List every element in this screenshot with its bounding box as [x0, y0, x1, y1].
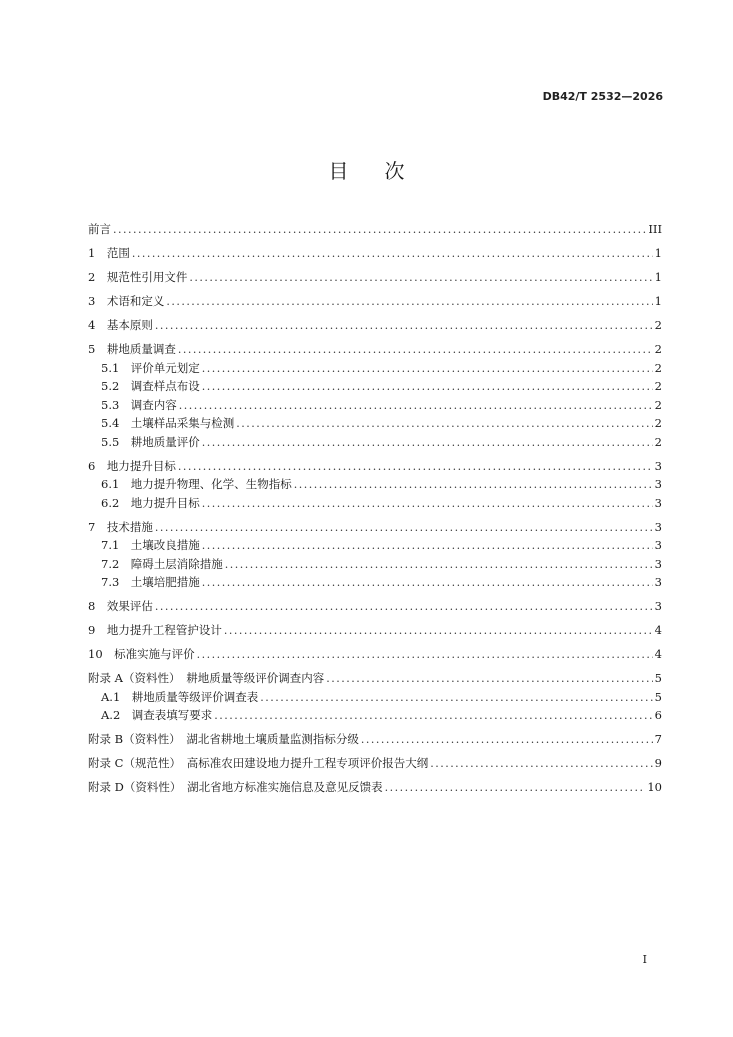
toc-leader-dots: [202, 436, 653, 449]
toc-entry-label: 9 地力提升工程管护设计: [88, 623, 222, 637]
toc-subentry[interactable]: [88, 476, 662, 495]
toc-entry-page: 2: [654, 397, 662, 412]
toc-entry-label: 前言: [88, 222, 111, 236]
toc-title: 目次: [328, 159, 441, 183]
toc-leader-dots: [202, 539, 653, 552]
toc-leader-dots: [361, 733, 653, 746]
toc-entry-page: 2: [654, 379, 662, 393]
toc-entry-page: 2: [654, 360, 662, 375]
toc-entry-label: 5.1 评价单元划定: [101, 360, 200, 375]
toc-leader-dots: [189, 271, 652, 284]
toc-entry-label: 5.3 调查内容: [101, 397, 177, 412]
toc-entry[interactable]: [88, 646, 662, 665]
toc-leader-dots: [155, 600, 653, 613]
toc-leader-dots: [179, 399, 653, 412]
toc-subentry[interactable]: [88, 707, 662, 726]
toc-entry-label: 附录 D（资料性） 湖北省地方标准实施信息及意见反馈表: [88, 780, 383, 794]
toc-entry-page: 1: [654, 246, 662, 260]
toc-entry-page: 3: [654, 538, 662, 552]
toc-entry-label: 7.2 障碍土层消除措施: [101, 556, 223, 571]
toc-entry-page: 9: [654, 756, 662, 770]
toc-entry-label: 8 效果评估: [88, 599, 153, 613]
toc-leader-dots: [202, 576, 653, 589]
toc-entry-page: 5: [654, 689, 662, 704]
toc-leader-dots: [236, 417, 652, 430]
toc-leader-dots: [326, 672, 652, 685]
toc-subentry[interactable]: [88, 495, 662, 514]
toc-entry[interactable]: [88, 245, 662, 264]
toc-entry[interactable]: [88, 221, 662, 240]
toc-subentry[interactable]: [88, 415, 662, 434]
toc-entry-page: 2: [654, 318, 662, 332]
toc-leader-dots: [155, 319, 653, 332]
toc-subentry[interactable]: [88, 360, 662, 379]
toc-subentry[interactable]: [88, 689, 662, 708]
toc-entry[interactable]: [88, 670, 662, 689]
toc-entry-label: 3 术语和定义: [88, 294, 165, 308]
toc-entry-page: 7: [654, 732, 662, 746]
toc-entry-label: 6.2 地力提升目标: [101, 495, 200, 510]
toc-leader-dots: [294, 478, 653, 491]
toc-entry-page: 2: [654, 434, 662, 449]
table-of-contents: [88, 221, 662, 798]
toc-leader-dots: [197, 648, 653, 661]
toc-entry-page: 4: [654, 647, 662, 661]
toc-entry-page: 3: [654, 556, 662, 571]
toc-entry[interactable]: [88, 731, 662, 750]
toc-entry-page: 3: [654, 599, 662, 613]
toc-entry-page: 3: [654, 458, 662, 473]
toc-entry-label: 附录 C（规范性） 高标准农田建设地力提升工程专项评价报告大纲: [88, 756, 429, 770]
toc-entry-label: 10 标准实施与评价: [88, 647, 195, 661]
toc-subentry[interactable]: [88, 378, 662, 397]
toc-entry[interactable]: [88, 458, 662, 477]
toc-leader-dots: [166, 295, 652, 308]
toc-entry-page: 5: [654, 671, 662, 685]
toc-subentry[interactable]: [88, 556, 662, 575]
toc-subentry[interactable]: [88, 434, 662, 453]
toc-entry-page: 3: [654, 575, 662, 589]
toc-entry[interactable]: [88, 293, 662, 312]
toc-entry-label: 5.5 耕地质量评价: [101, 434, 200, 449]
toc-entry-label: 4 基本原则: [88, 318, 153, 332]
toc-entry-label: 附录 B（资料性） 湖北省耕地土壤质量监测指标分级: [88, 732, 359, 746]
toc-entry-label: A.1 耕地质量等级评价调查表: [101, 689, 259, 704]
toc-leader-dots: [214, 709, 652, 722]
toc-leader-dots: [202, 380, 653, 393]
toc-entry-page: 3: [654, 477, 662, 491]
toc-entry-page: 1: [654, 294, 662, 308]
toc-entry-page: 1: [654, 270, 662, 284]
toc-entry-label: A.2 调查表填写要求: [101, 708, 213, 722]
toc-subentry[interactable]: [88, 574, 662, 593]
toc-subentry[interactable]: [88, 537, 662, 556]
toc-entry-page: 2: [654, 342, 662, 356]
toc-leader-dots: [430, 757, 652, 770]
toc-entry[interactable]: [88, 598, 662, 617]
toc-entry-label: 1 范围: [88, 246, 130, 260]
toc-leader-dots: [132, 247, 653, 260]
toc-entry-label: 6 地力提升目标: [88, 458, 176, 473]
toc-entry-label: 2 规范性引用文件: [88, 270, 188, 284]
toc-entry-label: 7 技术措施: [88, 519, 153, 534]
toc-leader-dots: [178, 343, 653, 356]
toc-entry-page: 4: [654, 623, 662, 637]
toc-entry-page: 2: [654, 416, 662, 430]
toc-entry[interactable]: [88, 519, 662, 538]
toc-entry-page: 6: [654, 708, 662, 722]
toc-entry[interactable]: [88, 779, 662, 798]
toc-entry[interactable]: [88, 622, 662, 641]
toc-leader-dots: [202, 362, 653, 375]
page-number: I: [642, 953, 647, 966]
toc-entry-page: 3: [654, 519, 662, 534]
document-code: DB42/T 2532—2026: [542, 90, 663, 103]
toc-entry-page: 10: [647, 780, 662, 794]
toc-entry-label: 6.1 地力提升物理、化学、生物指标: [101, 477, 292, 491]
toc-leader-dots: [224, 624, 653, 637]
toc-leader-dots: [202, 497, 653, 510]
toc-leader-dots: [385, 781, 646, 794]
toc-subentry[interactable]: [88, 397, 662, 416]
toc-entry[interactable]: [88, 341, 662, 360]
toc-entry-label: 附录 A（资料性） 耕地质量等级评价调查内容: [88, 671, 325, 685]
toc-leader-dots: [155, 521, 653, 534]
toc-entry-label: 5.4 土壤样品采集与检测: [101, 416, 235, 430]
toc-entry-label: 5.2 调查样点布设: [101, 379, 200, 393]
toc-entry[interactable]: [88, 269, 662, 288]
toc-entry-label: 7.1 土壤改良措施: [101, 538, 200, 552]
toc-leader-dots: [225, 558, 653, 571]
toc-entry-page: 3: [654, 495, 662, 510]
toc-entry-page: III: [648, 222, 662, 236]
toc-entry[interactable]: [88, 317, 662, 336]
toc-entry-label: 5 耕地质量调查: [88, 342, 176, 356]
toc-entry-label: 7.3 土壤培肥措施: [101, 575, 200, 589]
toc-leader-dots: [113, 223, 646, 236]
toc-entry[interactable]: [88, 755, 662, 774]
toc-leader-dots: [260, 691, 652, 704]
toc-leader-dots: [178, 460, 653, 473]
